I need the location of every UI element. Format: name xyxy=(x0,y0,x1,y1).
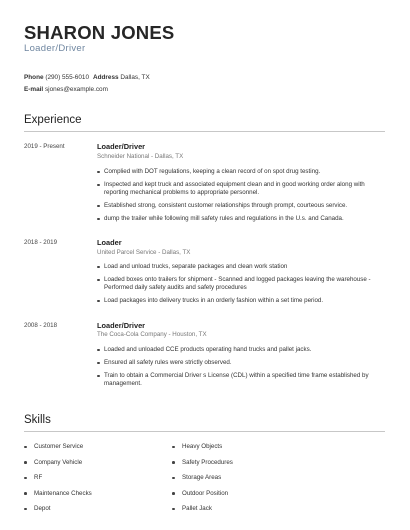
contact-address xyxy=(93,74,150,81)
experience-heading: Experience xyxy=(24,114,82,126)
bullet-item: dump the trailer while following mill safety rules and regulations in the U.s. and Canada. xyxy=(97,215,382,223)
job-bullets xyxy=(97,168,382,228)
bullet-item: Load and unload trucks, separate packages and clean work station xyxy=(97,263,382,271)
job-company: Schneider National - Dallas, TX xyxy=(97,153,184,160)
address-label: Address xyxy=(93,74,119,81)
skill-item: Maintenance Checks xyxy=(24,490,92,506)
bullet-item: Train to obtain a Commercial Driver s License (CDL) within a specified time frame established by management. xyxy=(97,372,382,388)
job-title: Loader/Driver xyxy=(97,321,146,330)
job-company: The Coca-Cola Company - Houston, TX xyxy=(97,331,207,338)
candidate-name: SHARON JONES xyxy=(24,22,175,43)
phone-value: (290) 555-6010 xyxy=(45,74,90,81)
email-value: sjones@example.com xyxy=(44,86,108,93)
bullet-item: Ensured all safety rules were strictly observed. xyxy=(97,359,382,367)
candidate-title: Loader/Driver xyxy=(24,43,86,54)
bullet-item: Load packages into delivery trucks in an orderly fashion within a set time period. xyxy=(97,297,382,305)
job-company: United Parcel Service - Dallas, TX xyxy=(97,249,191,256)
skill-item: Pallet Jack xyxy=(172,505,233,521)
contact-email xyxy=(24,86,108,93)
job-dates: 2008 - 2018 xyxy=(24,322,58,329)
email-label: E-mail xyxy=(24,86,44,93)
skills-divider xyxy=(24,431,385,432)
skill-item: Depot xyxy=(24,505,92,521)
skill-item: Heavy Objects xyxy=(172,443,233,459)
skills-list-left xyxy=(24,443,92,521)
skill-item: Outdoor Position xyxy=(172,490,233,506)
bullet-item: Inspected and kept truck and associated equipment clean and in good working order along with reporting mechanical problems to appropriate personnel. xyxy=(97,181,382,197)
job-dates: 2019 - Present xyxy=(24,143,65,150)
contact-phone xyxy=(24,74,89,81)
skill-item: Customer Service xyxy=(24,443,92,459)
skill-item: Safety Procedures xyxy=(172,459,233,475)
job-title: Loader xyxy=(97,238,122,247)
skill-item: RF xyxy=(24,474,92,490)
job-title: Loader/Driver xyxy=(97,142,146,151)
bullet-item: Loaded boxes onto trailers for shipment - Scanned and logged packages leaving the warehouse - Performed daily safety audits and safety procedures xyxy=(97,276,382,292)
job-bullets xyxy=(97,346,382,393)
skill-item: Storage Areas xyxy=(172,474,233,490)
phone-label: Phone xyxy=(24,74,44,81)
job-bullets xyxy=(97,263,382,310)
skill-item: Company Vehicle xyxy=(24,459,92,475)
bullet-item: Complied with DOT regulations, keeping a clean record of on spot drug testing. xyxy=(97,168,382,176)
address-value: Dallas, TX xyxy=(120,74,150,81)
skills-list-right xyxy=(172,443,233,521)
bullet-item: Loaded and unloaded CCE products operating hand trucks and pallet jacks. xyxy=(97,346,382,354)
skills-heading: Skills xyxy=(24,414,51,426)
experience-divider xyxy=(24,131,385,132)
bullet-item: Established strong, consistent customer relationships through prompt, courteous service. xyxy=(97,202,382,210)
job-dates: 2018 - 2019 xyxy=(24,239,58,246)
